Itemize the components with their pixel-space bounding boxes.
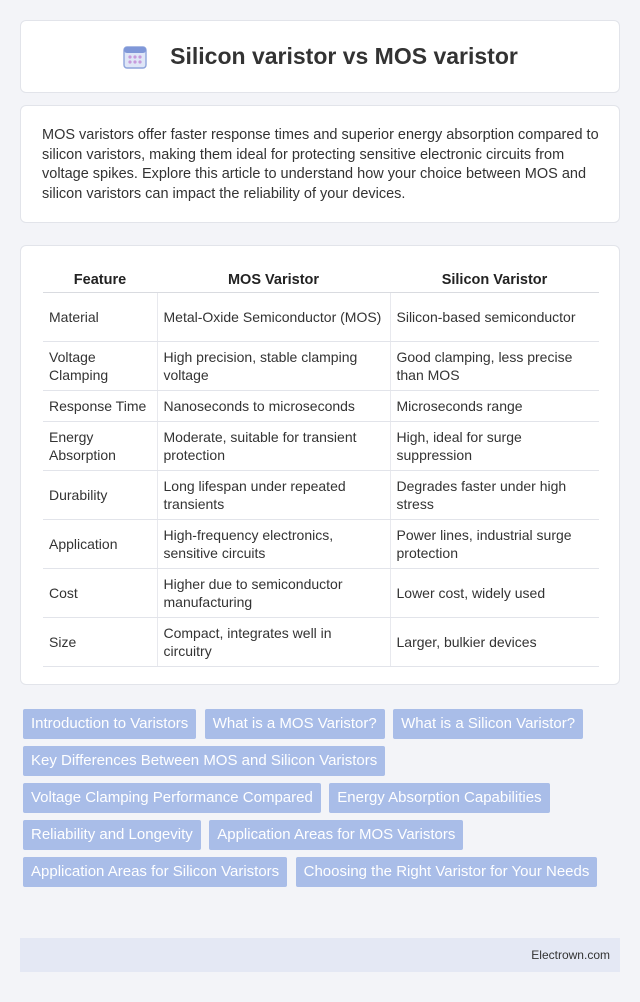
tag-link[interactable]: Key Differences Between MOS and Silicon Varistors [23, 746, 385, 776]
intro-card [20, 105, 620, 223]
table-cell: Application [43, 519, 157, 568]
table-row [43, 341, 599, 390]
table-cell: High-frequency electronics, sensitive circuits [157, 519, 390, 568]
table-cell: Microseconds range [390, 390, 599, 421]
tag-link[interactable]: Application Areas for MOS Varistors [209, 820, 463, 850]
table-cell: Nanoseconds to microseconds [157, 390, 390, 421]
table-cell: High precision, stable clamping voltage [157, 341, 390, 390]
table-cell: Size [43, 617, 157, 666]
table-cell: Higher due to semiconductor manufacturing [157, 568, 390, 617]
table-cell: Response Time [43, 390, 157, 421]
column-header: Feature [43, 265, 157, 292]
column-header: MOS Varistor [157, 265, 390, 292]
tag-link[interactable]: What is a MOS Varistor? [205, 709, 385, 739]
topic-tags [23, 709, 623, 894]
table-row [43, 568, 599, 617]
table-row [43, 292, 599, 341]
table-cell: Larger, bulkier devices [390, 617, 599, 666]
column-header: Silicon Varistor [390, 265, 599, 292]
table-cell: Long lifespan under repeated transients [157, 470, 390, 519]
table-cell: Cost [43, 568, 157, 617]
intro-paragraph: MOS varistors offer faster response times and superior energy absorption compared to silicon varistors, making them ideal for protecting sensitive electronic circuits from voltage spikes. Explore this article to understand how your choice between MOS and silicon varistors can impact the reliability of your devices. [42, 127, 599, 202]
table-cell: Voltage Clamping [43, 341, 157, 390]
comparison-table [43, 265, 599, 667]
table-row [43, 617, 599, 666]
table-row [43, 470, 599, 519]
footer-site[interactable]: Electrown.com [531, 948, 610, 962]
tag-link[interactable]: What is a Silicon Varistor? [393, 709, 583, 739]
calendar-icon [122, 44, 148, 70]
table-cell: Lower cost, widely used [390, 568, 599, 617]
comparison-card [20, 245, 620, 685]
table-row [43, 390, 599, 421]
tag-link[interactable]: Voltage Clamping Performance Compared [23, 783, 321, 813]
table-cell: Durability [43, 470, 157, 519]
tag-link[interactable]: Application Areas for Silicon Varistors [23, 857, 287, 887]
table-cell: Compact, integrates well in circuitry [157, 617, 390, 666]
tag-link[interactable]: Reliability and Longevity [23, 820, 201, 850]
tag-link[interactable]: Energy Absorption Capabilities [329, 783, 549, 813]
table-header-row [43, 265, 599, 292]
table-cell: High, ideal for surge suppression [390, 421, 599, 470]
tag-link[interactable]: Choosing the Right Varistor for Your Needs [296, 857, 598, 887]
table-cell: Degrades faster under high stress [390, 470, 599, 519]
table-cell: Energy Absorption [43, 421, 157, 470]
table-row [43, 519, 599, 568]
page-title: Silicon varistor vs MOS varistor [170, 43, 518, 69]
table-row [43, 421, 599, 470]
table-cell: Metal-Oxide Semiconductor (MOS) [157, 292, 390, 341]
footer [20, 938, 620, 972]
title-card [20, 20, 620, 93]
table-cell: Material [43, 292, 157, 341]
table-cell: Good clamping, less precise than MOS [390, 341, 599, 390]
table-cell: Moderate, suitable for transient protection [157, 421, 390, 470]
table-cell: Silicon-based semiconductor [390, 292, 599, 341]
table-cell: Power lines, industrial surge protection [390, 519, 599, 568]
tag-link[interactable]: Introduction to Varistors [23, 709, 196, 739]
